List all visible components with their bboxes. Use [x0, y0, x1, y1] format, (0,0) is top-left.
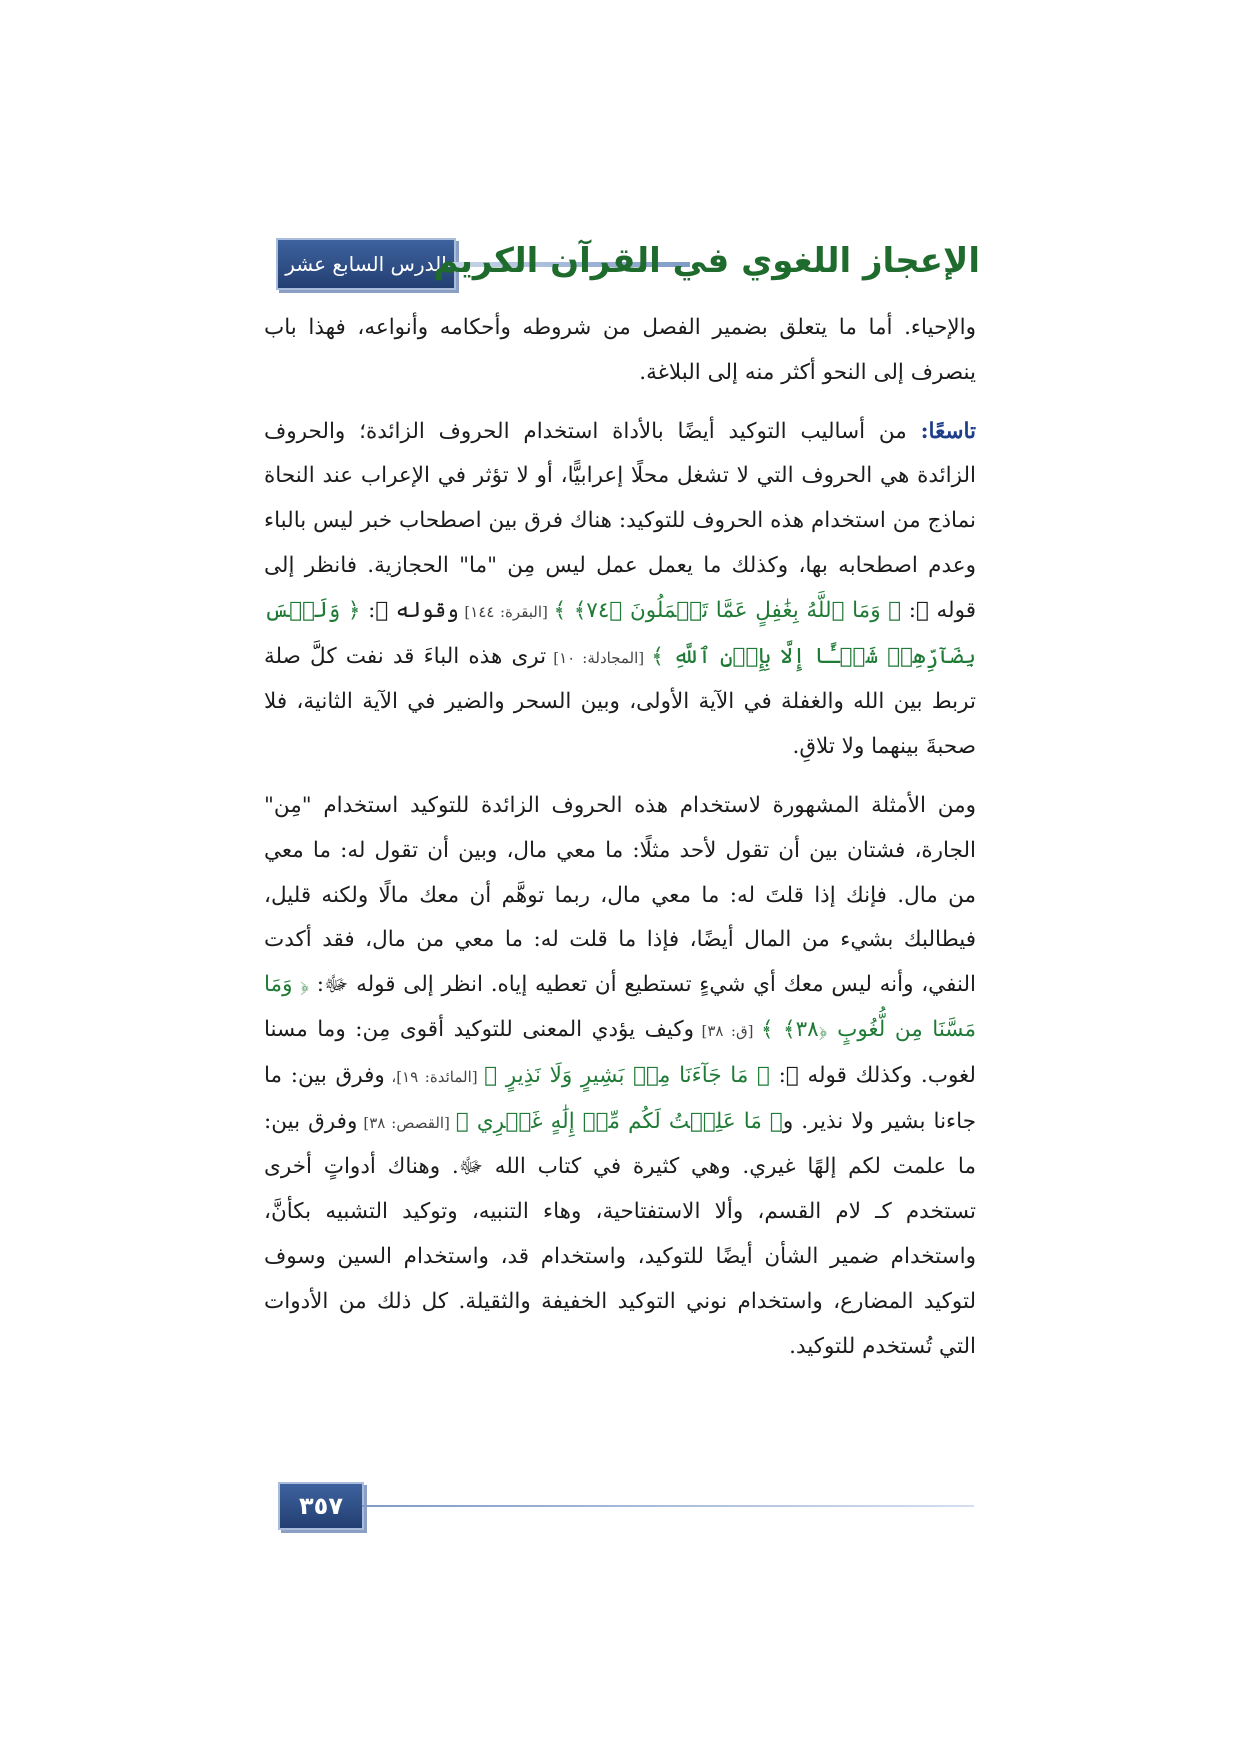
page-number: ٣٥٧: [299, 1492, 343, 1520]
paragraph-2: [264, 410, 976, 770]
page-header: [258, 232, 980, 290]
paragraph-1: والإحياء. أما ما يتعلق بضمير الفصل من شروطه وأحكامه وأنواعه، فهذا باب ينصرف إلى النحو أكثر منه إلى البلاغة.: [264, 315, 976, 385]
paragraph-gap: [264, 770, 976, 784]
quran-verse: ﴿ وَمَا ٱللَّهُ بِغَٰفِلٍ عَمَّا تَعۡمَلُونَ ﴿٧٤﴾ ﴾: [553, 597, 902, 623]
paragraph-3: [264, 784, 976, 1369]
paragraph-2-text-c: ترى هذه الباءَ قد نفت كلَّ صلة تربط بين الله والغفلة في الآية الأولى، وبين السحر والضير في الآية الثانية، فلا صحبةَ بينهما ولا تلاقِ.: [264, 643, 976, 760]
verse-reference: [المجادلة: ١٠]: [546, 648, 652, 667]
section-lead: تاسعًا:: [920, 418, 976, 444]
quran-verse: ﴿ وَمَا مَسَّنَا مِن لُّغُوبٍ ﴿٣٨﴾ ﴾: [264, 972, 977, 1042]
footer-divider: [362, 1505, 974, 1507]
verse-reference: [البقرة: ١٤٤]: [458, 602, 554, 621]
quran-verse: ﴿ وَلَيۡسَ بِضَآرِّهِمۡ شَيۡـًٔا إِلَّا بِإِذۡنِ ٱللَّهِ ﴾: [264, 597, 976, 669]
paragraph-3-text-b: وكيف يؤدي المعنى للتوكيد أقوى مِن: وما مسنا لغوب. وكذلك قوله ﷻ:: [264, 1016, 976, 1088]
paragraph-3-text-d: وفرق بين: ما علمت لكم إلهًا غيري. وهي كثيرة في كتاب الله ﷻ. وهناك أدواتٍ أخرى تستخدم كـ لام القسم، وألا الاستفتاحية، وهاء التنبيه، وتوكيد التشبيه بكأنَّ، واستخدام ضمير الشأن أيضًا للتوكيد، واستخدام قد، واستخدام السين وسوف لتوكيد المضارع، واستخدام نوني التوكيد الخفيفة والثقيلة. كل ذلك من الأدوات التي تُستخدم للتوكيد.: [264, 1108, 976, 1359]
verse-reference: [المائدة: ١٩]،: [384, 1067, 485, 1086]
page-number-badge: [278, 1482, 364, 1530]
quran-verse: ﴿ مَا جَآءَنَا مِنۢ بَشِيرٍ وَلَا نَذِيرٍ ﴾: [484, 1062, 770, 1088]
paragraph-3-text-c: وفرق بين: ما جاءنا بشير ولا نذير. و: [264, 1062, 977, 1134]
verse-reference: [القصص: ٣٨]: [357, 1113, 456, 1132]
lesson-label-badge: [276, 238, 456, 290]
paragraph-2-text-a: من أساليب التوكيد أيضًا بالأداة استخدام الحروف الزائدة؛ والحروف الزائدة هي الحروف التي لا تشغل محلًا إعرابيًّا، أو لا تؤثر في الإعراب عند النحاة نماذج من استخدام هذه الحروف للتوكيد: هناك فرق بين اصطحاب خبر ليس بالباء وعدم اصطحابه بها، وكذلك ما يعمل عمل ليس مِن "ما" الحجازية. فانظر إلى قوله ﷻ:: [264, 418, 976, 623]
paragraph-gap: [264, 396, 976, 410]
book-title: الإعجاز اللغوي في القرآن الكريم: [433, 241, 980, 281]
quran-verse: ﴿ مَا عَلِمۡتُ لَكُم مِّنۡ إِلَٰهٍ غَيۡرِي ﴾: [455, 1108, 783, 1134]
lesson-label: الدرس السابع عشر: [285, 252, 447, 276]
paragraph-2-text-b: وقوله ﷻ:: [360, 597, 459, 623]
paragraph-3-text-a: ومن الأمثلة المشهورة لاستخدام هذه الحروف الزائدة للتوكيد استخدام "مِن" الجارة، فشتان بين أن تقول لأحد مثلًا: ما معي مال، وبين أن تقول له: ما معي من مال. فإنك إذا قلتَ له: ما معي مال، ربما توهَّم أن معك مالًا ولكنه قليل، فيطالبك بشيء من المال أيضًا، فإذا ما قلت له: ما معي من مال، فقد أكدت النفي، وأنه ليس معك أي شيءٍ تستطيع أن تعطيه إياه. انظر إلى قوله ﷻ:: [264, 792, 976, 998]
page-body: [264, 306, 976, 1369]
verse-reference: [ق: ٣٨]: [694, 1021, 761, 1040]
